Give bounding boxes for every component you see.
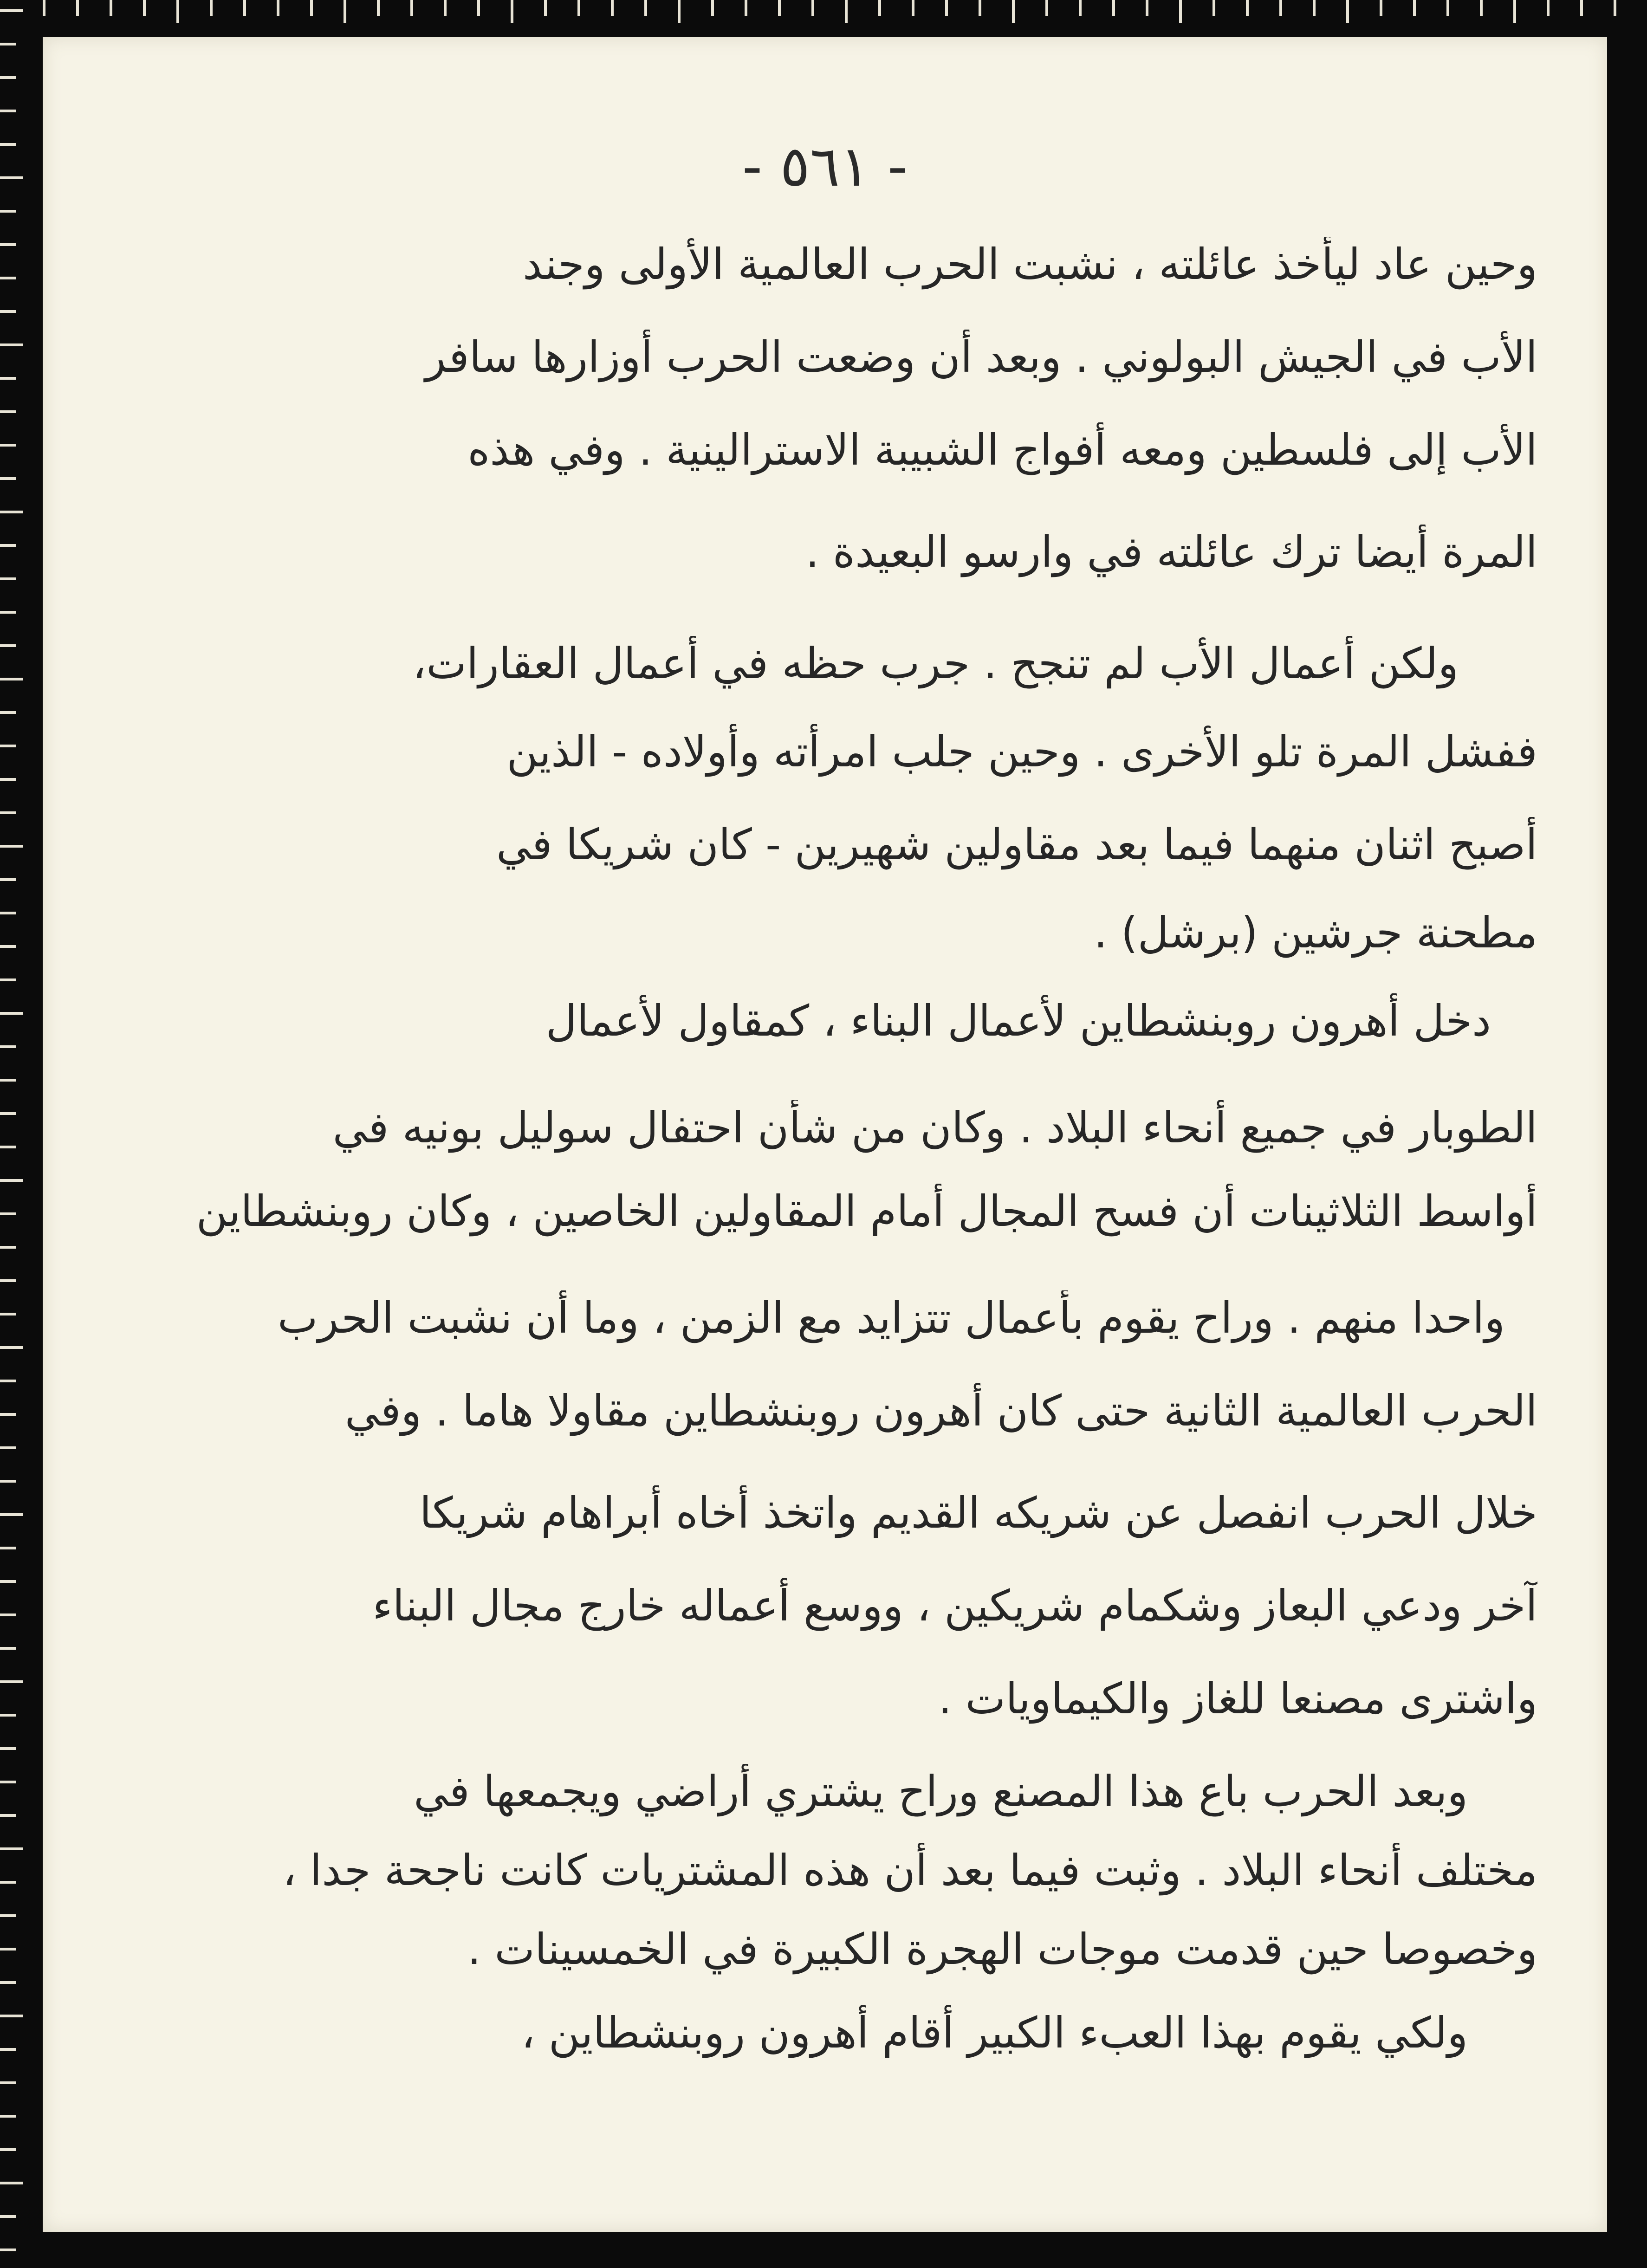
page-number: - ٥٦١ - <box>742 135 908 199</box>
handwritten-line: الأب إلى فلسطين ومعه أفواج الشبيبة الاسترالينية . وفي هذه <box>467 425 1537 475</box>
ruler-tick <box>644 0 647 16</box>
ruler-tick <box>745 0 747 16</box>
ruler-tick <box>0 978 16 981</box>
ruler-tick <box>1346 0 1349 23</box>
handwritten-line: الطوبار في جميع أنحاء البلاد . وكان من شأن احتفال سوليل بونيه في <box>332 1103 1537 1153</box>
scan-ruler-top <box>0 0 1647 27</box>
ruler-tick <box>0 1146 16 1148</box>
ruler-tick <box>0 912 16 914</box>
ruler-tick <box>0 1781 16 1783</box>
ruler-tick <box>1313 0 1316 16</box>
handwritten-line: أصبح اثنان منهما فيما بعد مقاولين شهيرين - كان شريكا في <box>496 820 1537 869</box>
ruler-tick <box>1246 0 1249 16</box>
ruler-tick <box>1480 0 1483 16</box>
ruler-tick <box>1446 0 1449 16</box>
ruler-tick <box>0 1012 23 1015</box>
ruler-tick <box>1012 0 1015 23</box>
ruler-tick <box>544 0 547 16</box>
ruler-tick <box>310 0 313 16</box>
ruler-tick <box>0 43 16 45</box>
ruler-tick <box>0 477 16 480</box>
handwritten-line: المرة أيضا ترك عائلته في وارسو البعيدة . <box>805 527 1537 577</box>
handwritten-line: خلال الحرب انفصل عن شريكه القديم واتخذ أخاه أبراهام شريكا <box>419 1488 1537 1538</box>
ruler-tick <box>0 1914 16 1917</box>
ruler-tick <box>711 0 714 16</box>
ruler-tick <box>0 1513 23 1516</box>
ruler-tick <box>0 1380 16 1382</box>
ruler-tick <box>0 110 16 112</box>
ruler-tick <box>1614 0 1616 16</box>
ruler-tick <box>878 0 881 16</box>
ruler-tick <box>0 1881 16 1884</box>
ruler-tick <box>0 1747 16 1750</box>
ruler-tick <box>0 176 23 179</box>
ruler-tick <box>0 1580 16 1583</box>
ruler-tick <box>0 277 16 279</box>
ruler-tick <box>0 1045 16 1048</box>
ruler-tick <box>0 778 16 781</box>
ruler-tick <box>0 511 23 513</box>
ruler-tick <box>0 577 16 580</box>
ruler-tick <box>0 2215 16 2218</box>
ruler-tick <box>1112 0 1115 16</box>
ruler-tick <box>0 1313 16 1315</box>
ruler-tick <box>0 1847 23 1850</box>
handwritten-line: ولكي يقوم بهذا العبء الكبير أقام أهرون روبنشطاين ، <box>521 2008 1468 2058</box>
handwritten-line: ففشل المرة تلو الأخرى . وحين جلب امرأته وأولاده - الذين <box>506 727 1537 777</box>
handwritten-line: وحين عاد ليأخذ عائلته ، نشبت الحرب العالمية الأولى وجند <box>523 240 1537 289</box>
ruler-tick <box>0 1413 16 1416</box>
ruler-tick <box>0 310 16 313</box>
handwritten-line: واحدا منهم . وراح يقوم بأعمال تتزايد مع الزمن ، وما أن نشبت الحرب <box>277 1293 1505 1343</box>
ruler-tick <box>1547 0 1550 16</box>
ruler-tick <box>0 1948 16 1950</box>
ruler-tick <box>678 0 681 23</box>
ruler-tick <box>1513 0 1516 23</box>
handwritten-line: ولكن أعمال الأب لم تنجح . جرب حظه في أعمال العقارات، <box>412 639 1459 688</box>
ruler-tick <box>444 0 447 16</box>
ruler-tick <box>0 878 16 881</box>
ruler-tick <box>0 1981 16 1984</box>
ruler-tick <box>410 0 413 16</box>
ruler-tick <box>344 0 346 23</box>
ruler-tick <box>243 0 246 16</box>
ruler-tick <box>1146 0 1148 16</box>
handwritten-line: الأب في الجيش البولوني . وبعد أن وضعت الحرب أوزارها سافر <box>425 332 1537 382</box>
ruler-tick <box>0 143 16 146</box>
ruler-tick <box>0 243 16 246</box>
handwritten-line: أواسط الثلاثينات أن فسح المجال أمام المقاولين الخاصين ، وكان روبنشطاين <box>196 1186 1537 1236</box>
ruler-tick <box>0 644 16 647</box>
ruler-tick <box>1580 0 1583 16</box>
ruler-tick <box>0 2249 16 2251</box>
ruler-tick <box>0 1480 16 1483</box>
ruler-tick <box>1179 0 1182 23</box>
ruler-tick <box>0 845 23 848</box>
ruler-tick <box>511 0 513 23</box>
ruler-tick <box>43 0 45 16</box>
ruler-tick <box>0 1346 23 1349</box>
ruler-tick <box>0 1246 16 1249</box>
ruler-tick <box>1079 0 1082 16</box>
ruler-tick <box>0 1547 16 1549</box>
ruler-tick <box>0 1212 16 1215</box>
handwritten-line: مطحنة جرشين (برشل) . <box>1094 908 1537 958</box>
ruler-tick <box>611 0 614 16</box>
ruler-tick <box>577 0 580 16</box>
ruler-tick <box>0 811 16 814</box>
ruler-tick <box>0 1179 23 1182</box>
ruler-tick <box>845 0 848 23</box>
ruler-tick <box>1380 0 1382 16</box>
ruler-tick <box>377 0 380 16</box>
ruler-tick <box>0 2115 16 2118</box>
handwritten-line: آخر ودعي البعاز وشكمام شريكين ، ووسع أعماله خارج مجال البناء <box>372 1581 1537 1631</box>
ruler-tick <box>0 1680 23 1683</box>
handwritten-line: واشترى مصنعا للغاز والكيماويات . <box>938 1674 1537 1724</box>
ruler-tick <box>143 0 146 16</box>
ruler-tick <box>0 945 16 948</box>
ruler-tick <box>210 0 213 16</box>
ruler-tick <box>0 1647 16 1650</box>
ruler-tick <box>1279 0 1282 16</box>
ruler-tick <box>0 377 16 380</box>
ruler-tick <box>0 210 16 213</box>
handwritten-line: الحرب العالمية الثانية حتى كان أهرون روبنشطاين مقاولا هاما . وفي <box>344 1386 1537 1436</box>
ruler-tick <box>0 1614 16 1616</box>
ruler-tick <box>0 444 16 447</box>
ruler-tick <box>0 711 16 714</box>
ruler-tick <box>0 2081 16 2084</box>
ruler-tick <box>0 410 16 413</box>
handwritten-line: دخل أهرون روبنشطاين لأعمال البناء ، كمقاول لأعمال <box>545 996 1491 1046</box>
ruler-tick <box>912 0 914 16</box>
ruler-tick <box>0 1079 16 1082</box>
ruler-tick <box>0 2048 16 2051</box>
ruler-tick <box>811 0 814 16</box>
ruler-tick <box>477 0 480 16</box>
ruler-tick <box>0 1814 16 1817</box>
ruler-tick <box>0 2015 23 2017</box>
ruler-tick <box>0 544 16 547</box>
ruler-tick <box>0 678 23 680</box>
ruler-tick <box>945 0 948 16</box>
handwritten-page <box>43 37 1607 2232</box>
ruler-tick <box>0 76 16 79</box>
ruler-tick <box>176 0 179 23</box>
ruler-tick <box>0 2148 16 2151</box>
ruler-tick <box>110 0 112 16</box>
ruler-tick <box>0 1714 16 1717</box>
ruler-tick <box>0 1112 16 1115</box>
handwritten-text-body <box>43 37 1607 2232</box>
handwritten-line: مختلف أنحاء البلاد . وثبت فيما بعد أن هذه المشتريات كانت ناجحة جدا ، <box>282 1846 1537 1895</box>
ruler-tick <box>778 0 781 16</box>
ruler-tick <box>0 1279 16 1282</box>
scan-ruler-left <box>0 0 27 2268</box>
ruler-tick <box>0 745 16 747</box>
ruler-tick <box>0 2182 23 2184</box>
handwritten-line: وبعد الحرب باع هذا المصنع وراح يشتري أراضي ويجمعها في <box>414 1767 1468 1816</box>
ruler-tick <box>0 343 23 346</box>
handwritten-line: وخصوصا حين قدمت موجات الهجرة الكبيرة في الخمسينات . <box>467 1925 1537 1974</box>
ruler-tick <box>979 0 981 16</box>
ruler-tick <box>0 611 16 614</box>
ruler-tick <box>0 9 23 12</box>
ruler-tick <box>1413 0 1416 16</box>
ruler-tick <box>1213 0 1215 16</box>
ruler-tick <box>76 0 79 16</box>
ruler-tick <box>0 1446 16 1449</box>
ruler-tick <box>1045 0 1048 16</box>
ruler-tick <box>277 0 279 16</box>
